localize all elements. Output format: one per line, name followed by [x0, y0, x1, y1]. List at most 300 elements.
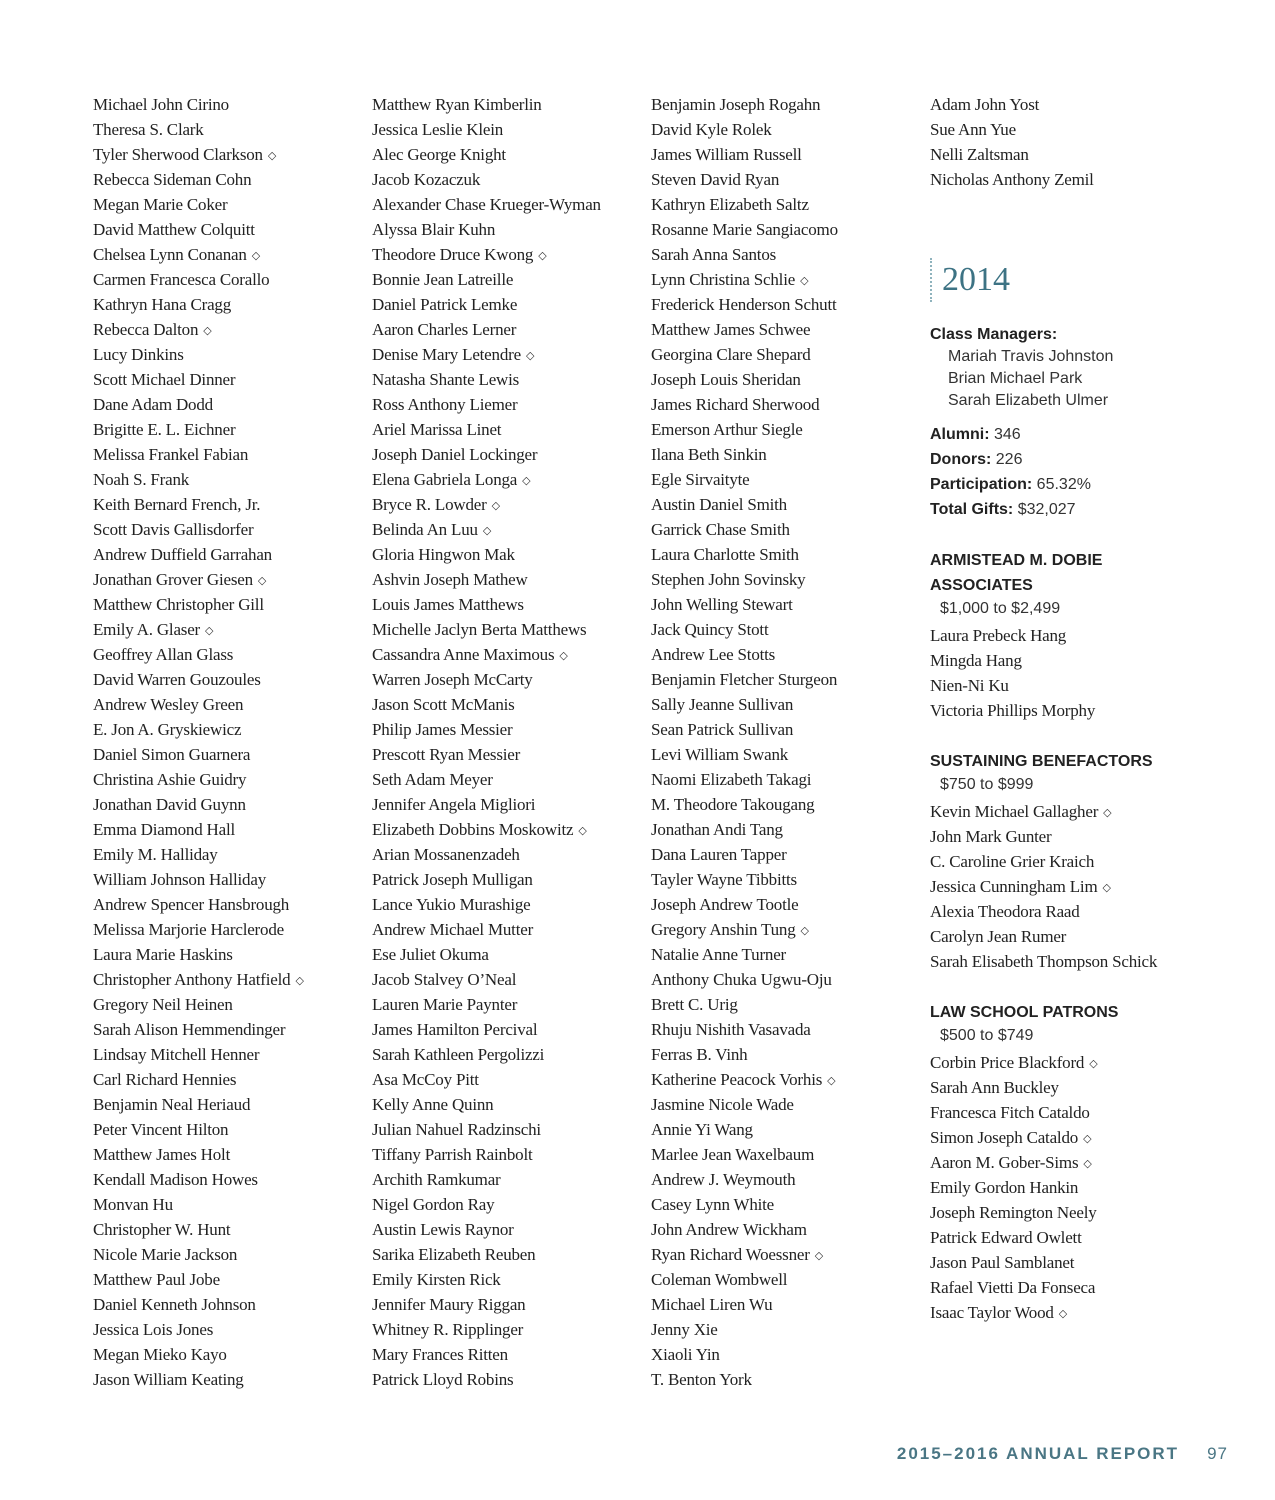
donor-name-text: Ashvin Joseph Mathew	[372, 570, 528, 589]
donor-name	[930, 1150, 1260, 1175]
donor-name	[930, 117, 1260, 142]
donor-name	[651, 992, 838, 1017]
donor-name	[93, 417, 304, 442]
donor-name-text: Seth Adam Meyer	[372, 770, 493, 789]
donor-name	[372, 442, 601, 467]
donor-name	[651, 92, 838, 117]
donor-name-text: Annie Yi Wang	[651, 1120, 753, 1139]
donor-name	[651, 817, 838, 842]
donor-name-text: Jason Scott McManis	[372, 695, 515, 714]
donor-name	[930, 698, 1260, 723]
donor-name-text: Scott Michael Dinner	[93, 370, 236, 389]
donor-name-text: Naomi Elizabeth Takagi	[651, 770, 812, 789]
donor-name	[93, 567, 304, 592]
donor-name	[372, 817, 601, 842]
donor-name-text: Jason William Keating	[93, 1370, 244, 1389]
donor-name-text: Natasha Shante Lewis	[372, 370, 520, 389]
donor-name	[651, 292, 838, 317]
tier-donor-list	[930, 623, 1260, 723]
donor-name-text: Ryan Richard Woessner	[651, 1245, 810, 1264]
tier-heading: ARMISTEAD M. DOBIE ASSOCIATES	[930, 552, 1103, 594]
donor-name-text: John Welling Stewart	[651, 595, 793, 614]
diamond-icon: ◇	[525, 349, 535, 362]
donor-name	[93, 292, 304, 317]
donor-name-text: Lindsay Mitchell Henner	[93, 1045, 260, 1064]
donor-name-text: Kathryn Elizabeth Saltz	[651, 195, 809, 214]
donor-name-text: Daniel Patrick Lemke	[372, 295, 518, 314]
donor-name	[93, 367, 304, 392]
donor-name	[93, 1192, 304, 1217]
diamond-icon: ◇	[257, 574, 267, 587]
donor-name-text: Rebecca Sideman Cohn	[93, 170, 252, 189]
donor-name-text: Lucy Dinkins	[93, 345, 184, 364]
donor-name-text: Theresa S. Clark	[93, 120, 204, 139]
donor-name	[651, 942, 838, 967]
donor-name	[93, 742, 304, 767]
donor-name	[372, 1017, 601, 1042]
donor-name-text: Rafael Vietti Da Fonseca	[930, 1278, 1096, 1297]
donor-name	[372, 292, 601, 317]
donor-name	[651, 442, 838, 467]
donor-name	[93, 1092, 304, 1117]
diamond-icon: ◇	[205, 624, 214, 637]
donor-name	[93, 1017, 304, 1042]
donor-name-text: Kevin Michael Gallagher	[930, 802, 1099, 821]
donor-name	[930, 142, 1260, 167]
donor-name-text: Matthew Paul Jobe	[93, 1270, 220, 1289]
donor-name	[372, 1367, 601, 1392]
donor-name	[372, 1117, 601, 1142]
donor-name-text: Megan Mieko Kayo	[93, 1345, 227, 1364]
donor-name-text: Belinda An Luu	[372, 520, 478, 539]
donor-name	[93, 1267, 304, 1292]
donor-name	[651, 242, 838, 267]
donor-name	[372, 1042, 601, 1067]
donor-name-text: Frederick Henderson Schutt	[651, 295, 837, 314]
donor-name-text: Jonathan Andi Tang	[651, 820, 783, 839]
donor-name-text: Rebecca Dalton	[93, 320, 199, 339]
donor-name	[372, 692, 601, 717]
donor-name-text: C. Caroline Grier Kraich	[930, 852, 1095, 871]
donor-name	[930, 1250, 1260, 1275]
tier-heading: SUSTAINING BENEFACTORS	[930, 753, 1153, 770]
donor-name-text: Jennifer Maury Riggan	[372, 1295, 526, 1314]
donor-name	[93, 917, 304, 942]
donor-name	[651, 167, 838, 192]
donor-name-text: Andrew Spencer Hansbrough	[93, 895, 290, 914]
donor-name-text: E. Jon A. Gryskiewicz	[93, 720, 242, 739]
donor-name	[372, 92, 601, 117]
donor-name-text: Cassandra Anne Maximous	[372, 645, 555, 664]
donor-name	[93, 517, 304, 542]
donor-name-text: Kathryn Hana Cragg	[93, 295, 232, 314]
donor-name	[651, 367, 838, 392]
diamond-icon: ◇	[295, 974, 304, 987]
donor-name-text: Daniel Simon Guarnera	[93, 745, 251, 764]
donor-name	[93, 942, 304, 967]
donor-name	[93, 492, 304, 517]
donor-name	[93, 617, 304, 642]
class-stats	[930, 422, 1260, 522]
donor-name-text: David Kyle Rolek	[651, 120, 772, 139]
tier-donor-list	[930, 799, 1260, 974]
donor-name-text: Laura Prebeck Hang	[930, 626, 1067, 645]
donor-name	[930, 1100, 1260, 1125]
donor-name-text: Sarah Kathleen Pergolizzi	[372, 1045, 545, 1064]
donor-name-text: Tayler Wayne Tibbitts	[651, 870, 797, 889]
donor-name	[93, 1117, 304, 1142]
donor-column-3	[651, 92, 838, 1392]
stat-participation: Participation: 65.32%	[930, 476, 1091, 493]
donor-name-text: Tiffany Parrish Rainbolt	[372, 1145, 533, 1164]
donor-name-text: Ferras B. Vinh	[651, 1045, 748, 1064]
donor-name	[93, 842, 304, 867]
donor-name-text: Patrick Joseph Mulligan	[372, 870, 533, 889]
diamond-icon: ◇	[800, 274, 809, 287]
donor-name-text: Levi William Swank	[651, 745, 789, 764]
donor-name-text: Emily A. Glaser	[93, 620, 201, 639]
donor-name-text: Alexia Theodora Raad	[930, 902, 1080, 921]
diamond-icon: ◇	[203, 324, 212, 337]
donor-name	[372, 767, 601, 792]
donor-name	[651, 1092, 838, 1117]
donor-name-text: Ariel Marissa Linet	[372, 420, 502, 439]
donor-name	[930, 874, 1260, 899]
donor-name-text: Jennifer Angela Migliori	[372, 795, 536, 814]
donor-name-text: Whitney R. Ripplinger	[372, 1320, 524, 1339]
donor-name-text: Nelli Zaltsman	[930, 145, 1029, 164]
donor-name-text: Georgina Clare Shepard	[651, 345, 811, 364]
donor-name-text: Archith Ramkumar	[372, 1170, 501, 1189]
donor-name-text: Nien-Ni Ku	[930, 676, 1009, 695]
donor-name-text: Joseph Remington Neely	[930, 1203, 1097, 1222]
donor-name	[372, 742, 601, 767]
donor-name	[93, 442, 304, 467]
donor-name	[930, 623, 1260, 648]
donor-name-text: Matthew Christopher Gill	[93, 595, 264, 614]
donor-name	[93, 967, 304, 992]
donor-name-text: Gregory Neil Heinen	[93, 995, 233, 1014]
donor-name-text: Christopher W. Hunt	[93, 1220, 231, 1239]
diamond-icon: ◇	[1083, 1157, 1092, 1170]
donor-name-text: Carolyn Jean Rumer	[930, 927, 1067, 946]
diamond-icon: ◇	[251, 249, 260, 262]
donor-name	[372, 967, 601, 992]
donor-name	[372, 467, 601, 492]
donor-name	[372, 667, 601, 692]
donor-name-text: Scott Davis Gallisdorfer	[93, 520, 254, 539]
diamond-icon: ◇	[522, 474, 531, 487]
donor-name-text: Matthew James Schwee	[651, 320, 811, 339]
donor-name	[651, 492, 838, 517]
donor-name	[93, 167, 304, 192]
donor-name	[651, 467, 838, 492]
donor-name	[651, 892, 838, 917]
donor-name	[93, 592, 304, 617]
donor-name-text: Joseph Andrew Tootle	[651, 895, 799, 914]
donor-name	[372, 367, 601, 392]
donor-name-text: Brigitte E. L. Eichner	[93, 420, 236, 439]
donor-name-text: Louis James Matthews	[372, 595, 524, 614]
donor-name-text: Corbin Price Blackford	[930, 1053, 1085, 1072]
donor-name	[372, 1217, 601, 1242]
donor-name	[651, 517, 838, 542]
diamond-icon: ◇	[482, 524, 492, 537]
donor-name-text: Andrew Duffield Garrahan	[93, 545, 272, 564]
donor-name-text: Elizabeth Dobbins Moskowitz	[372, 820, 574, 839]
donor-name	[93, 1242, 304, 1267]
donor-name	[372, 342, 601, 367]
donor-name	[651, 1042, 838, 1067]
donor-name-text: Patrick Lloyd Robins	[372, 1370, 514, 1389]
donor-name	[372, 542, 601, 567]
diamond-icon: ◇	[800, 924, 809, 937]
donor-name-text: Philip James Messier	[372, 720, 513, 739]
donor-name-text: Emily Kirsten Rick	[372, 1270, 501, 1289]
donor-name	[93, 142, 304, 167]
donor-name-text: Peter Vincent Hilton	[93, 1120, 229, 1139]
donor-name-text: Emily Gordon Hankin	[930, 1178, 1079, 1197]
donor-name-text: Laura Marie Haskins	[93, 945, 233, 964]
donor-name-text: Ilana Beth Sinkin	[651, 445, 767, 464]
stat-donors: Donors: 226	[930, 451, 1023, 468]
donor-name	[651, 717, 838, 742]
donor-name-text: Jonathan Grover Giesen	[93, 570, 253, 589]
donor-name-text: Lance Yukio Murashige	[372, 895, 531, 914]
donor-name-text: John Andrew Wickham	[651, 1220, 807, 1239]
donor-name-text: Geoffrey Allan Glass	[93, 645, 234, 664]
donor-name	[651, 1317, 838, 1342]
donor-name-text: Jason Paul Samblanet	[930, 1253, 1075, 1272]
donor-name	[93, 1042, 304, 1067]
donor-name-text: Melissa Frankel Fabian	[93, 445, 249, 464]
donor-name	[930, 1225, 1260, 1250]
donor-name	[93, 1167, 304, 1192]
donor-name	[372, 1292, 601, 1317]
report-title: 2015–2016 ANNUAL REPORT	[896, 1444, 1180, 1463]
donor-name	[930, 949, 1260, 974]
donor-name	[93, 192, 304, 217]
donor-name-text: Christina Ashie Guidry	[93, 770, 247, 789]
donor-name	[372, 1267, 601, 1292]
donor-name	[930, 92, 1260, 117]
donor-name	[651, 642, 838, 667]
donor-name	[372, 1342, 601, 1367]
donor-name	[93, 892, 304, 917]
donor-name-text: Carmen Francesca Corallo	[93, 270, 270, 289]
donor-name-text: Lynn Christina Schlie	[651, 270, 796, 289]
donor-name-text: Mingda Hang	[930, 651, 1022, 670]
donor-name	[930, 1300, 1260, 1325]
donor-name-text: Anthony Chuka Ugwu-Oju	[651, 970, 832, 989]
donor-name-text: Brett C. Urig	[651, 995, 738, 1014]
donor-name-text: Elena Gabriela Longa	[372, 470, 518, 489]
diamond-icon: ◇	[538, 249, 547, 262]
donor-name-text: Coleman Wombwell	[651, 1270, 788, 1289]
donor-name	[930, 1125, 1260, 1150]
donor-name	[651, 567, 838, 592]
donor-name	[651, 1367, 838, 1392]
donor-name-text: Matthew Ryan Kimberlin	[372, 95, 542, 114]
donor-name-text: Nicholas Anthony Zemil	[930, 170, 1094, 189]
donor-name	[93, 467, 304, 492]
donor-name-text: Nicole Marie Jackson	[93, 1245, 238, 1264]
donor-name	[93, 342, 304, 367]
donor-name-text: Chelsea Lynn Conanan	[93, 245, 247, 264]
donor-name	[93, 792, 304, 817]
donor-name-text: James Richard Sherwood	[651, 395, 820, 414]
donor-name-text: Natalie Anne Turner	[651, 945, 787, 964]
donor-name-text: Gloria Hingwon Mak	[372, 545, 515, 564]
donor-name-text: Melissa Marjorie Harclerode	[93, 920, 284, 939]
donor-name-text: Ross Anthony Liemer	[372, 395, 518, 414]
tier-heading: LAW SCHOOL PATRONS	[930, 1004, 1119, 1021]
donor-name-text: Jonathan David Guynn	[93, 795, 246, 814]
donor-name	[93, 1317, 304, 1342]
donor-name-text: Jenny Xie	[651, 1320, 718, 1339]
donor-name-text: Emerson Arthur Siegle	[651, 420, 803, 439]
tier-range: $500 to $749	[940, 1027, 1034, 1044]
donor-name-text: Joseph Louis Sheridan	[651, 370, 801, 389]
donor-name-text: Austin Daniel Smith	[651, 495, 787, 514]
donor-name-text: Prescott Ryan Messier	[372, 745, 521, 764]
donor-name-text: Ese Juliet Okuma	[372, 945, 489, 964]
donor-name	[372, 1317, 601, 1342]
donor-name	[651, 692, 838, 717]
page-footer	[0, 1444, 1228, 1464]
donor-name	[372, 592, 601, 617]
donor-name-text: Gregory Anshin Tung	[651, 920, 796, 939]
donor-name	[93, 1367, 304, 1392]
donor-name-text: Warren Joseph McCarty	[372, 670, 533, 689]
donor-name-text: Rhuju Nishith Vasavada	[651, 1020, 811, 1039]
donor-name	[372, 1067, 601, 1092]
donor-name	[372, 192, 601, 217]
donor-name	[651, 617, 838, 642]
donor-name	[372, 867, 601, 892]
donor-name	[93, 717, 304, 742]
donor-name	[372, 992, 601, 1017]
tier-donor-list	[930, 1050, 1260, 1325]
diamond-icon: ◇	[1058, 1307, 1067, 1320]
donor-name	[651, 392, 838, 417]
donor-name	[930, 824, 1260, 849]
donor-name	[93, 217, 304, 242]
donor-name	[93, 267, 304, 292]
class-managers-label: Class Managers:	[930, 326, 1058, 343]
diamond-icon: ◇	[1083, 1132, 1092, 1145]
giving-tiers	[930, 548, 1260, 1325]
donor-name-text: Benjamin Neal Heriaud	[93, 1095, 251, 1114]
donor-name	[651, 217, 838, 242]
donor-name	[93, 542, 304, 567]
donor-name-text: Sarah Alison Hemmendinger	[93, 1020, 286, 1039]
tier-range: $750 to $999	[940, 776, 1034, 793]
donor-name	[372, 917, 601, 942]
donor-name-text: William Johnson Halliday	[93, 870, 266, 889]
donor-name	[93, 692, 304, 717]
donor-name-text: Marlee Jean Waxelbaum	[651, 1145, 815, 1164]
donor-name-text: Arian Mossanenzadeh	[372, 845, 520, 864]
donor-name-text: Patrick Edward Owlett	[930, 1228, 1082, 1247]
donor-name-text: Michael Liren Wu	[651, 1295, 773, 1314]
donor-name	[651, 792, 838, 817]
donor-name	[651, 917, 838, 942]
donor-name-text: Sarah Ann Buckley	[930, 1078, 1059, 1097]
donor-name-text: Simon Joseph Cataldo	[930, 1128, 1079, 1147]
donor-name-text: Andrew J. Weymouth	[651, 1170, 796, 1189]
donor-name	[372, 242, 601, 267]
donor-name	[93, 667, 304, 692]
tier-range: $1,000 to $2,499	[940, 600, 1061, 617]
donor-name-text: Andrew Lee Stotts	[651, 645, 776, 664]
donor-name	[93, 242, 304, 267]
donor-name-text: Bonnie Jean Latreille	[372, 270, 514, 289]
donor-name-text: David Matthew Colquitt	[93, 220, 255, 239]
donor-name	[372, 142, 601, 167]
donor-name-text: James Hamilton Percival	[372, 1020, 538, 1039]
donor-name-text: Alyssa Blair Kuhn	[372, 220, 496, 239]
diamond-icon: ◇	[1089, 1057, 1098, 1070]
donor-name	[93, 92, 304, 117]
donor-name	[93, 817, 304, 842]
donor-name	[372, 1192, 601, 1217]
donor-name	[930, 1175, 1260, 1200]
donor-column-4	[930, 92, 1260, 1325]
donor-name-text: Sarika Elizabeth Reuben	[372, 1245, 536, 1264]
donor-name	[651, 1167, 838, 1192]
donor-name-text: Victoria Phillips Morphy	[930, 701, 1096, 720]
donor-name	[93, 1217, 304, 1242]
donor-name	[93, 1142, 304, 1167]
donor-name	[93, 392, 304, 417]
donor-name-text: M. Theodore Takougang	[651, 795, 815, 814]
diamond-icon: ◇	[491, 499, 500, 512]
donor-name	[93, 317, 304, 342]
diamond-icon: ◇	[578, 824, 587, 837]
donor-name	[372, 1142, 601, 1167]
donor-name	[651, 192, 838, 217]
donor-name	[372, 392, 601, 417]
donor-name-text: Francesca Fitch Cataldo	[930, 1103, 1090, 1122]
donor-name	[651, 1217, 838, 1242]
donor-name-text: Emily M. Halliday	[93, 845, 218, 864]
donor-name-text: Rosanne Marie Sangiacomo	[651, 220, 838, 239]
donor-name	[930, 1075, 1260, 1100]
donor-name-text: Jack Quincy Stott	[651, 620, 769, 639]
donor-name-text: Casey Lynn White	[651, 1195, 775, 1214]
diamond-icon: ◇	[267, 149, 277, 162]
donor-name-text: Asa McCoy Pitt	[372, 1070, 479, 1089]
donor-name-text: Kelly Anne Quinn	[372, 1095, 494, 1114]
donor-name	[93, 1292, 304, 1317]
donor-name-text: Austin Lewis Raynor	[372, 1220, 514, 1239]
donor-name-text: Theodore Druce Kwong	[372, 245, 534, 264]
donor-name-text: Jasmine Nicole Wade	[651, 1095, 794, 1114]
donor-name	[372, 892, 601, 917]
donor-name-text: Jessica Cunningham Lim	[930, 877, 1098, 896]
donor-name-text: Jacob Stalvey O’Neal	[372, 970, 517, 989]
donor-name	[930, 924, 1260, 949]
donor-name-text: Sarah Elisabeth Thompson Schick	[930, 952, 1158, 971]
donor-name	[930, 167, 1260, 192]
donor-name-text: Jessica Leslie Klein	[372, 120, 504, 139]
donor-name-text: Jacob Kozaczuk	[372, 170, 481, 189]
donor-name-text: T. Benton York	[651, 1370, 752, 1389]
donor-name-text: Mary Frances Ritten	[372, 1345, 508, 1364]
donor-name-text: Megan Marie Coker	[93, 195, 228, 214]
donor-name-text: Sue Ann Yue	[930, 120, 1016, 139]
